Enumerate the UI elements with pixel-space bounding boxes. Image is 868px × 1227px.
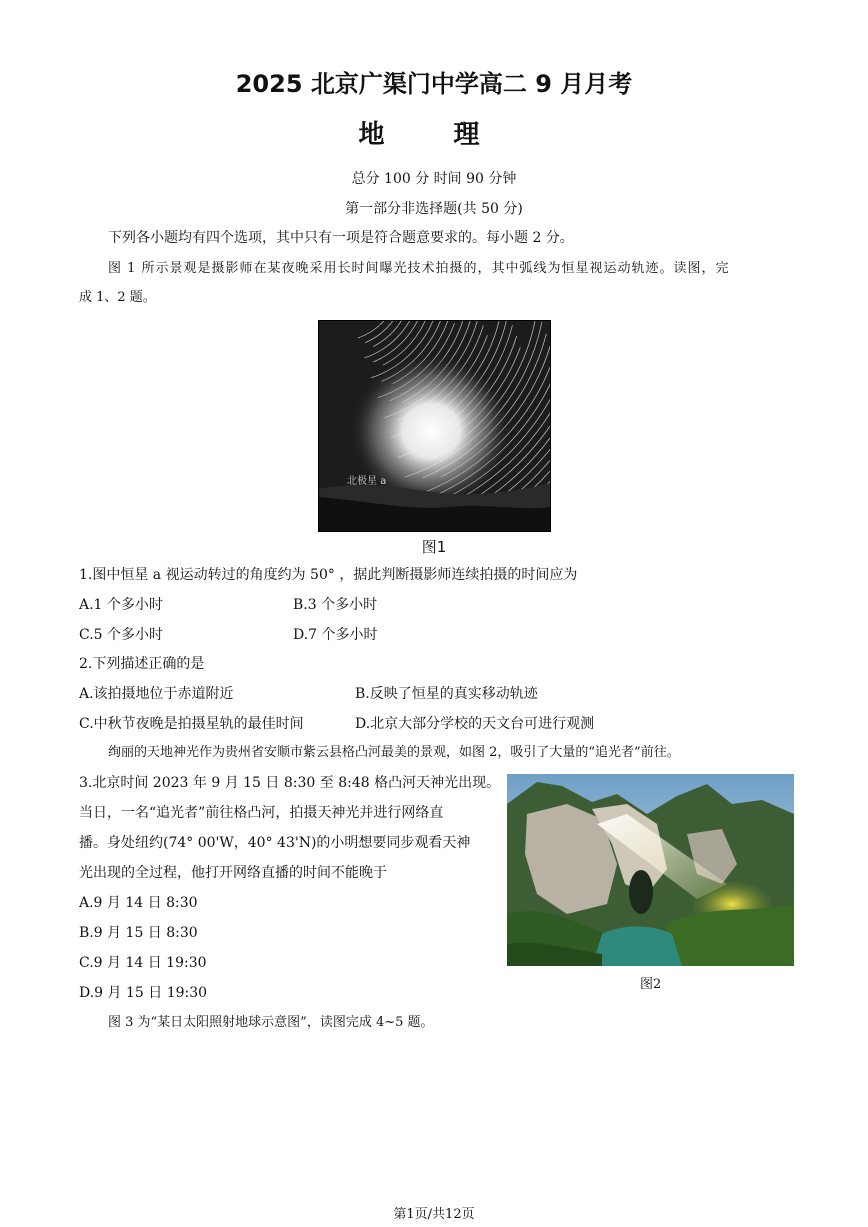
intro-figure1-line1: 图 1 所示景观是摄影师在某夜晚采用长时间曝光技术拍摄的，其中弧线为恒星视运动轨迹。读图，完 bbox=[108, 261, 730, 276]
q3-option-a: A.9 月 14 日 8:30 bbox=[79, 895, 198, 911]
figure2-caption: 图2 bbox=[640, 977, 662, 992]
q2-option-c: C.中秋节夜晚是拍摄星轨的最佳时间 bbox=[79, 716, 304, 732]
exam-title: 2025 北京广渠门中学高二 9 月月考 bbox=[235, 70, 633, 98]
landscape-graphic bbox=[507, 774, 794, 966]
q1-option-b: B.3 个多小时 bbox=[293, 597, 378, 613]
q2-option-d: D.北京大部分学校的天文台可进行观测 bbox=[355, 716, 595, 732]
q3-line1: 3.北京时间 2023 年 9 月 15 日 8:30 至 8:48 格凸河天神光出现。 bbox=[79, 775, 501, 791]
q3-line2: 当日，一名“追光者”前往格凸河，拍摄天神光并进行网络直 bbox=[79, 805, 444, 821]
q3-line3: 播。身处纽约(74° 00'W，40° 43'N)的小明想要同步观看天神 bbox=[79, 835, 471, 851]
star-trail-graphic bbox=[319, 321, 550, 531]
subject-title: 地 理 bbox=[358, 120, 510, 150]
q3-line4: 光出现的全过程，他打开网络直播的时间不能晚于 bbox=[79, 865, 387, 881]
q1-option-c: C.5 个多小时 bbox=[79, 627, 164, 643]
instructions: 下列各小题均有四个选项，其中只有一项是符合题意要求的。每小题 2 分。 bbox=[108, 230, 574, 246]
star-trail-photo bbox=[318, 320, 551, 532]
intro-figure1-line2: 成 1、2 题。 bbox=[79, 290, 156, 305]
landscape-photo bbox=[507, 774, 794, 966]
part-heading: 第一部分非选择题(共 50 分) bbox=[345, 201, 523, 217]
page-number: 第1页/共12页 bbox=[393, 1207, 475, 1222]
intro-figure3: 图 3 为“某日太阳照射地球示意图”，读图完成 4~5 题。 bbox=[108, 1015, 434, 1030]
q2-stem: 2.下列描述正确的是 bbox=[79, 656, 205, 672]
score-time-info: 总分 100 分 时间 90 分钟 bbox=[351, 171, 517, 187]
q1-option-a: A.1 个多小时 bbox=[79, 597, 163, 613]
q3-option-d: D.9 月 15 日 19:30 bbox=[79, 985, 208, 1001]
figure1-caption: 图1 bbox=[421, 538, 447, 556]
figure1-overlay-label: 北极星 a bbox=[347, 476, 387, 487]
q1-option-d: D.7 个多小时 bbox=[293, 627, 378, 643]
q1-stem: 1.图中恒星 a 视运动转过的角度约为 50° ，据此判断摄影师连续拍摄的时间应为 bbox=[79, 567, 578, 583]
q2-option-a: A.该拍摄地位于赤道附近 bbox=[79, 686, 234, 702]
q3-option-b: B.9 月 15 日 8:30 bbox=[79, 925, 198, 941]
q2-option-b: B.反映了恒星的真实移动轨迹 bbox=[355, 686, 538, 702]
intro-figure2: 绚丽的天地神光作为贵州省安顺市紫云县格凸河最美的景观，如图 2，吸引了大量的“追光者”前往。 bbox=[108, 745, 680, 760]
q3-option-c: C.9 月 14 日 19:30 bbox=[79, 955, 207, 971]
